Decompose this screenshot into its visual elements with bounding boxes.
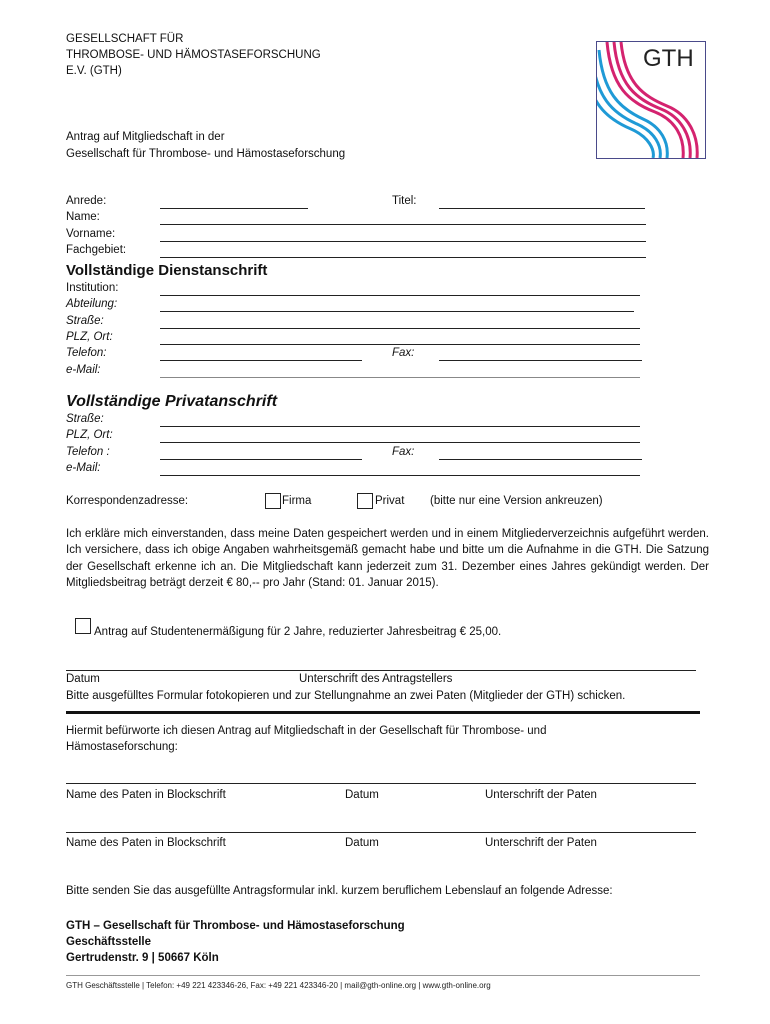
strasse-privat-field[interactable] (160, 426, 640, 427)
organization-name (66, 31, 321, 79)
fax-privat-field[interactable] (439, 459, 642, 460)
label-telefon-dienst: Telefon: (66, 347, 107, 359)
fax-dienst-field[interactable] (439, 360, 642, 361)
option-firma-label: Firma (282, 495, 312, 507)
institution-field[interactable] (160, 295, 640, 296)
org-line-3: E.V. (GTH) (66, 65, 122, 77)
label-plz-ort-privat: PLZ, Ort: (66, 429, 113, 441)
label-name: Name: (66, 211, 100, 223)
vorname-field[interactable] (160, 241, 646, 242)
gth-logo (596, 41, 706, 159)
email-privat-field[interactable] (160, 475, 640, 476)
form-title-line-2: Gesellschaft für Thrombose- und Hämostaseforschung (66, 147, 346, 160)
heading-privatanschrift: Vollständige Privatanschrift (66, 393, 278, 410)
heading-dienstanschrift: Vollständige Dienstanschrift (66, 262, 268, 279)
sponsor-1-line[interactable] (66, 783, 696, 784)
sponsor-1-name-label: Name des Paten in Blockschrift (66, 789, 226, 801)
label-fax-privat: Fax: (392, 446, 415, 458)
sponsor-1-datum-label: Datum (345, 789, 379, 801)
checkbox-student[interactable] (75, 618, 91, 634)
footer-divider (66, 975, 700, 976)
label-plz-ort-dienst: PLZ, Ort: (66, 331, 113, 343)
fachgebiet-field[interactable] (160, 257, 646, 258)
checkbox-privat[interactable] (357, 493, 373, 509)
sponsor-intro: Hiermit befürworte ich diesen Antrag auf Mitgliedschaft in der Gesellschaft für Thrombose- und Hämostaseforschung: (66, 725, 547, 754)
telefon-privat-field[interactable] (160, 459, 362, 460)
form-title (66, 129, 345, 162)
checkbox-firma[interactable] (265, 493, 281, 509)
mailing-address (66, 918, 405, 966)
label-titel: Titel: (392, 195, 417, 207)
org-line-2: THROMBOSE- UND HÄMOSTASEFORSCHUNG (66, 49, 321, 61)
form-title-line-1: Antrag auf Mitgliedschaft in der (66, 131, 225, 143)
label-unterschrift: Unterschrift des Antragstellers (299, 673, 453, 685)
label-fax-dienst: Fax: (392, 347, 415, 359)
label-institution: Institution: (66, 282, 119, 294)
declaration-text: Ich erkläre mich einverstanden, dass meine Daten gespeichert werden und in einem Mitgliederverzeichnis aufgeführt werden. Ich versichere, dass ich obige Angaben wahrheitsgemäß gemacht habe und bitte um die Aufnahme in die GTH. Die Satzung der Gesellschaft erkenne ich an. Die Mitgliedschaft kann jederzeit zum 31. Dezember eines Jahres gekündigt werden. Der Mitgliedsbeitrag beträgt derzeit € 80,-- pro Jahr (Stand: 01. Januar 2015). (66, 528, 709, 590)
label-datum: Datum (66, 673, 100, 685)
label-email-privat: e-Mail: (66, 462, 101, 474)
logo-text: GTH (643, 45, 694, 72)
sponsor-2-sign-label: Unterschrift der Paten (485, 837, 597, 849)
label-korrespondenz: Korrespondenzadresse: (66, 495, 189, 507)
org-line-1: GESELLSCHAFT FÜR (66, 33, 184, 45)
sponsor-1-sign-label: Unterschrift der Paten (485, 789, 597, 801)
label-abteilung: Abteilung: (66, 298, 118, 310)
label-anrede: Anrede: (66, 195, 107, 207)
option-privat-label: Privat (375, 495, 405, 507)
plz-ort-dienst-field[interactable] (160, 344, 640, 345)
sponsor-2-line[interactable] (66, 832, 696, 833)
photocopy-note: Bitte ausgefülltes Formular fotokopieren und zur Stellungnahme an zwei Paten (Mitglieder der GTH) schicken. (66, 690, 626, 702)
korrespondenz-note: (bitte nur eine Version ankreuzen) (430, 495, 603, 507)
label-strasse-dienst: Straße: (66, 315, 104, 327)
label-fachgebiet: Fachgebiet: (66, 244, 127, 256)
name-field[interactable] (160, 224, 646, 225)
email-dienst-field[interactable] (160, 377, 640, 378)
student-discount-label: Antrag auf Studentenermäßigung für 2 Jahre, reduzierter Jahresbeitrag € 25,00. (94, 626, 502, 638)
address-line-3: Gertrudenstr. 9 | 50667 Köln (66, 952, 219, 964)
signature-line[interactable] (66, 670, 696, 671)
section-divider (66, 711, 700, 714)
sponsor-2-name-label: Name des Paten in Blockschrift (66, 837, 226, 849)
address-line-1: GTH – Gesellschaft für Thrombose- und Hämostaseforschung (66, 920, 405, 932)
label-telefon-privat: Telefon : (66, 446, 110, 458)
label-strasse-privat: Straße: (66, 413, 104, 425)
plz-ort-privat-field[interactable] (160, 442, 640, 443)
address-line-2: Geschäftsstelle (66, 936, 152, 948)
footer-contact: GTH Geschäftsstelle | Telefon: +49 221 423346-26, Fax: +49 221 423346-20 | mail@gth-online.org | www.gth-online.org (66, 981, 491, 990)
anrede-field[interactable] (160, 208, 308, 209)
abteilung-field[interactable] (160, 311, 634, 312)
telefon-dienst-field[interactable] (160, 360, 362, 361)
label-email-dienst: e-Mail: (66, 364, 101, 376)
send-instruction: Bitte senden Sie das ausgefüllte Antragsformular inkl. kurzem beruflichem Lebenslauf an folgende Adresse: (66, 885, 613, 897)
sponsor-2-datum-label: Datum (345, 837, 379, 849)
strasse-dienst-field[interactable] (160, 328, 640, 329)
label-vorname: Vorname: (66, 228, 116, 240)
titel-field[interactable] (439, 208, 645, 209)
